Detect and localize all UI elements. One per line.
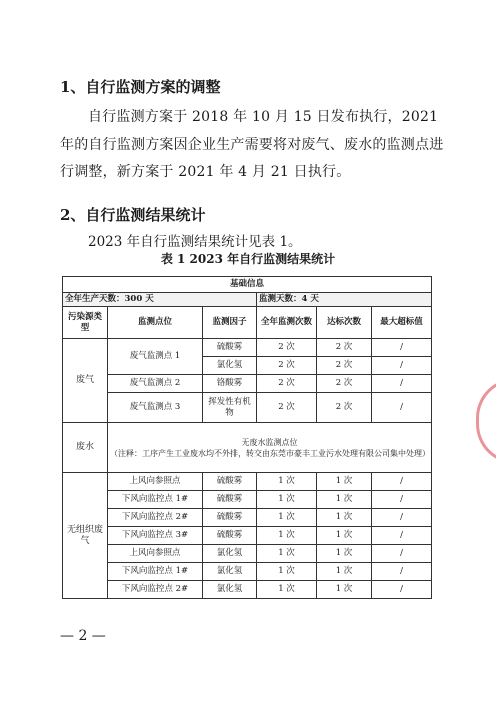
cell-factor: 氯化氢 xyxy=(203,581,257,599)
cell-max: / xyxy=(372,509,432,527)
cell-times: 2 次 xyxy=(257,375,317,393)
cell-factor: 硫酸雾 xyxy=(203,491,257,509)
waste-water-note xyxy=(108,423,432,473)
cell-factor: 铬酸雾 xyxy=(203,375,257,393)
cell-times: 1 次 xyxy=(257,527,317,545)
cell-pass: 2 次 xyxy=(317,375,372,393)
cell-max: / xyxy=(372,545,432,563)
cell-pass: 1 次 xyxy=(317,527,372,545)
source-type-unorganized: 无组织废气 xyxy=(63,473,108,599)
cell-times: 1 次 xyxy=(257,473,317,491)
monitoring-results-table xyxy=(62,276,432,599)
cell-factor: 氯化氢 xyxy=(203,545,257,563)
source-type-waste-water: 废水 xyxy=(63,423,108,473)
cell-times: 1 次 xyxy=(257,581,317,599)
cell-times: 1 次 xyxy=(257,491,317,509)
cell-point: 下风向监控点 2# xyxy=(108,581,203,599)
cell-times: 1 次 xyxy=(257,563,317,581)
cell-pass: 1 次 xyxy=(317,545,372,563)
cell-max: / xyxy=(372,339,432,357)
cell-max: / xyxy=(372,527,432,545)
source-type-waste-gas: 废气 xyxy=(63,339,108,423)
cell-factor: 氯化氢 xyxy=(203,357,257,375)
cell-max: / xyxy=(372,491,432,509)
cell-pass: 2 次 xyxy=(317,393,372,423)
header-cell: 达标次数 xyxy=(317,307,372,339)
cell-times: 1 次 xyxy=(257,545,317,563)
cell-point: 下风向监控点 1# xyxy=(108,563,203,581)
cell-max: / xyxy=(372,375,432,393)
cell-max: / xyxy=(372,393,432,423)
section-1-heading: 1、自行监测方案的调整 xyxy=(60,78,221,96)
cell-factor: 硫酸雾 xyxy=(203,473,257,491)
cell-point: 下风向监控点 3# xyxy=(108,527,203,545)
cell-factor: 硫酸雾 xyxy=(203,527,257,545)
cell-point: 废气监测点 2 xyxy=(108,375,203,393)
monitor-days: 监测天数：4 天 xyxy=(257,293,432,307)
cell-max: / xyxy=(372,581,432,599)
cell-factor: 挥发性有机物 xyxy=(203,393,257,423)
cell-point: 上风向参照点 xyxy=(108,545,203,563)
annual-days: 全年生产天数：300 天 xyxy=(63,293,257,307)
section-2-heading: 2、自行监测结果统计 xyxy=(60,206,206,224)
header-cell: 监测点位 xyxy=(108,307,203,339)
cell-times: 1 次 xyxy=(257,509,317,527)
cell-factor: 氯化氢 xyxy=(203,563,257,581)
cell-pass: 2 次 xyxy=(317,357,372,375)
header-cell: 污染源类型 xyxy=(63,307,108,339)
cell-point: 下风向监控点 1# xyxy=(108,491,203,509)
cell-pass: 1 次 xyxy=(317,509,372,527)
cell-point: 废气监测点 1 xyxy=(108,339,203,375)
cell-max: / xyxy=(372,473,432,491)
header-cell: 监测因子 xyxy=(203,307,257,339)
cell-pass: 1 次 xyxy=(317,581,372,599)
cell-pass: 1 次 xyxy=(317,491,372,509)
cell-point: 废气监测点 3 xyxy=(108,393,203,423)
waste-water-line1: 无废水监测点位 xyxy=(241,437,298,447)
cell-factor: 硫酸雾 xyxy=(203,339,257,357)
page-number: — 2 — xyxy=(60,628,106,644)
table-caption: 表 1 2023 年自行监测结果统计 xyxy=(160,252,336,266)
cell-max: / xyxy=(372,563,432,581)
header-cell: 最大超标值 xyxy=(372,307,432,339)
cell-times: 2 次 xyxy=(257,393,317,423)
section-1-body: 自行监测方案于 2018 年 10 月 15 日发布执行，2021 年的自行监测方案因企业生产需要将对废气、废水的监测点进行调整，新方案于 2021 年 4 月 21 日执行。 xyxy=(60,109,444,180)
waste-water-line2: （注释：工序产生工业废水均不外排，转交由东莞市豪丰工业污水处理有限公司集中处理） xyxy=(110,448,430,458)
cell-times: 2 次 xyxy=(257,339,317,357)
cell-pass: 2 次 xyxy=(317,339,372,357)
red-seal-stamp xyxy=(476,378,496,464)
cell-factor: 硫酸雾 xyxy=(203,509,257,527)
cell-pass: 1 次 xyxy=(317,473,372,491)
table-title: 基础信息 xyxy=(63,277,432,293)
cell-times: 2 次 xyxy=(257,357,317,375)
header-cell: 全年监测次数 xyxy=(257,307,317,339)
cell-point: 上风向参照点 xyxy=(108,473,203,491)
cell-point: 下风向监控点 2# xyxy=(108,509,203,527)
cell-max: / xyxy=(372,357,432,375)
cell-pass: 1 次 xyxy=(317,563,372,581)
section-2-intro: 2023 年自行监测结果统计见表 1。 xyxy=(88,234,302,250)
